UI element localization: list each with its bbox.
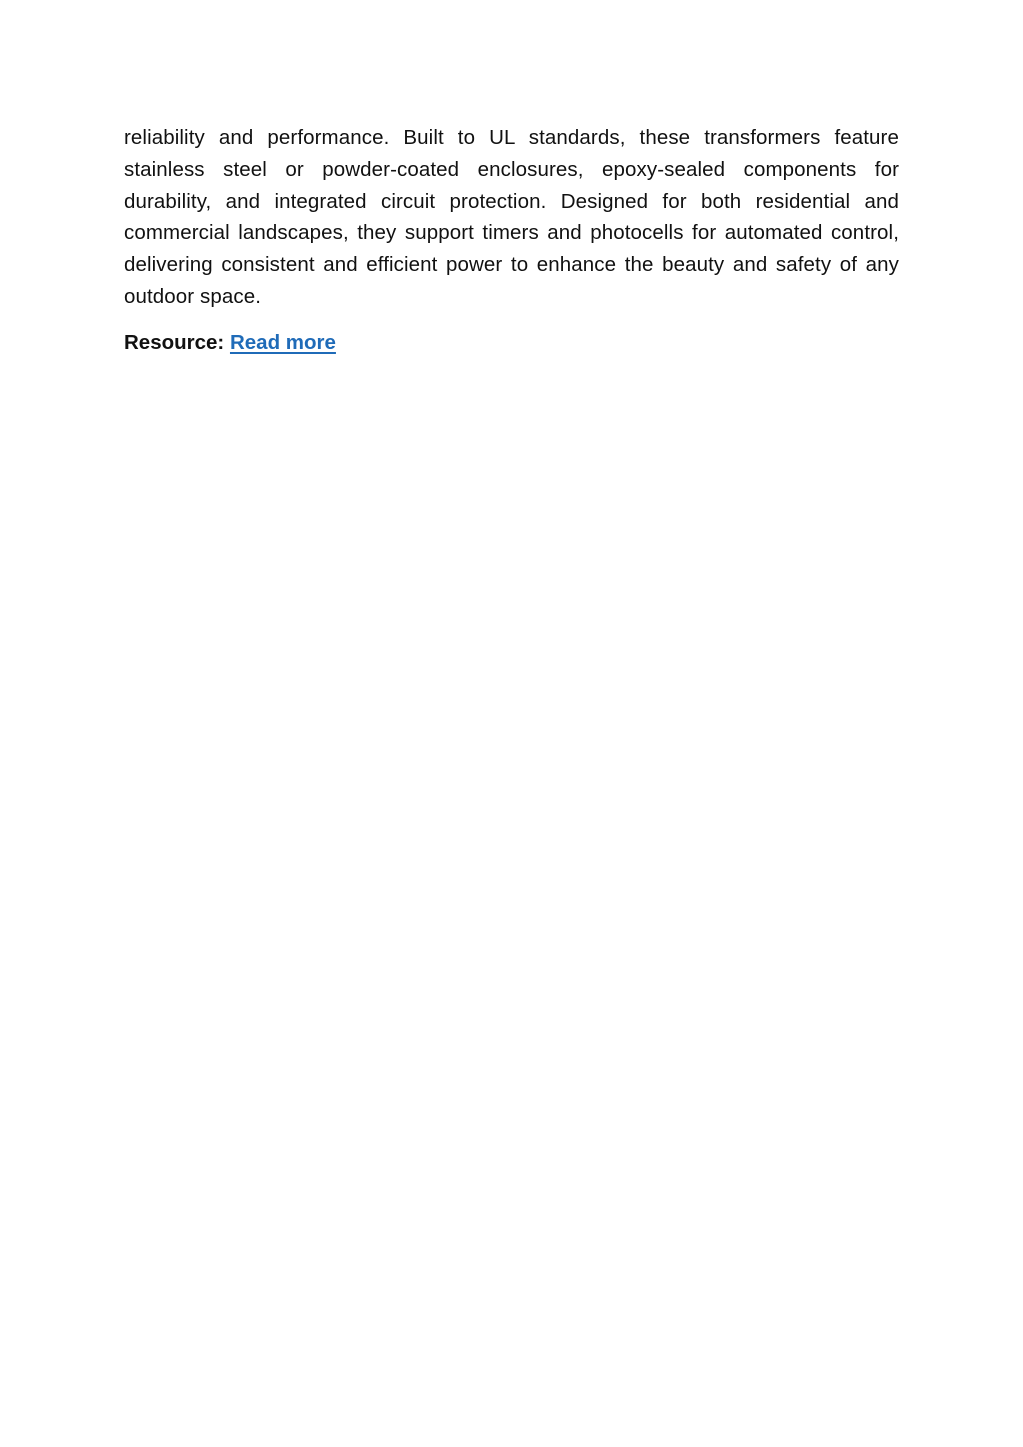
read-more-link[interactable]: Read more	[229, 330, 336, 354]
resource-label: Resource:	[124, 330, 225, 354]
document-content	[124, 122, 899, 359]
body-paragraph: reliability and performance. Built to UL standards, these transformers feature stainless steel or powder-coated enclosures, epoxy-sealed components for durability, and integrated circuit protection. Designed for both residential and commercial landscapes, they support timers and photocells for automated control, delivering consistent and efficient power to enhance the beauty and safety of any outdoor space.	[124, 126, 899, 308]
resource-line	[124, 327, 899, 359]
